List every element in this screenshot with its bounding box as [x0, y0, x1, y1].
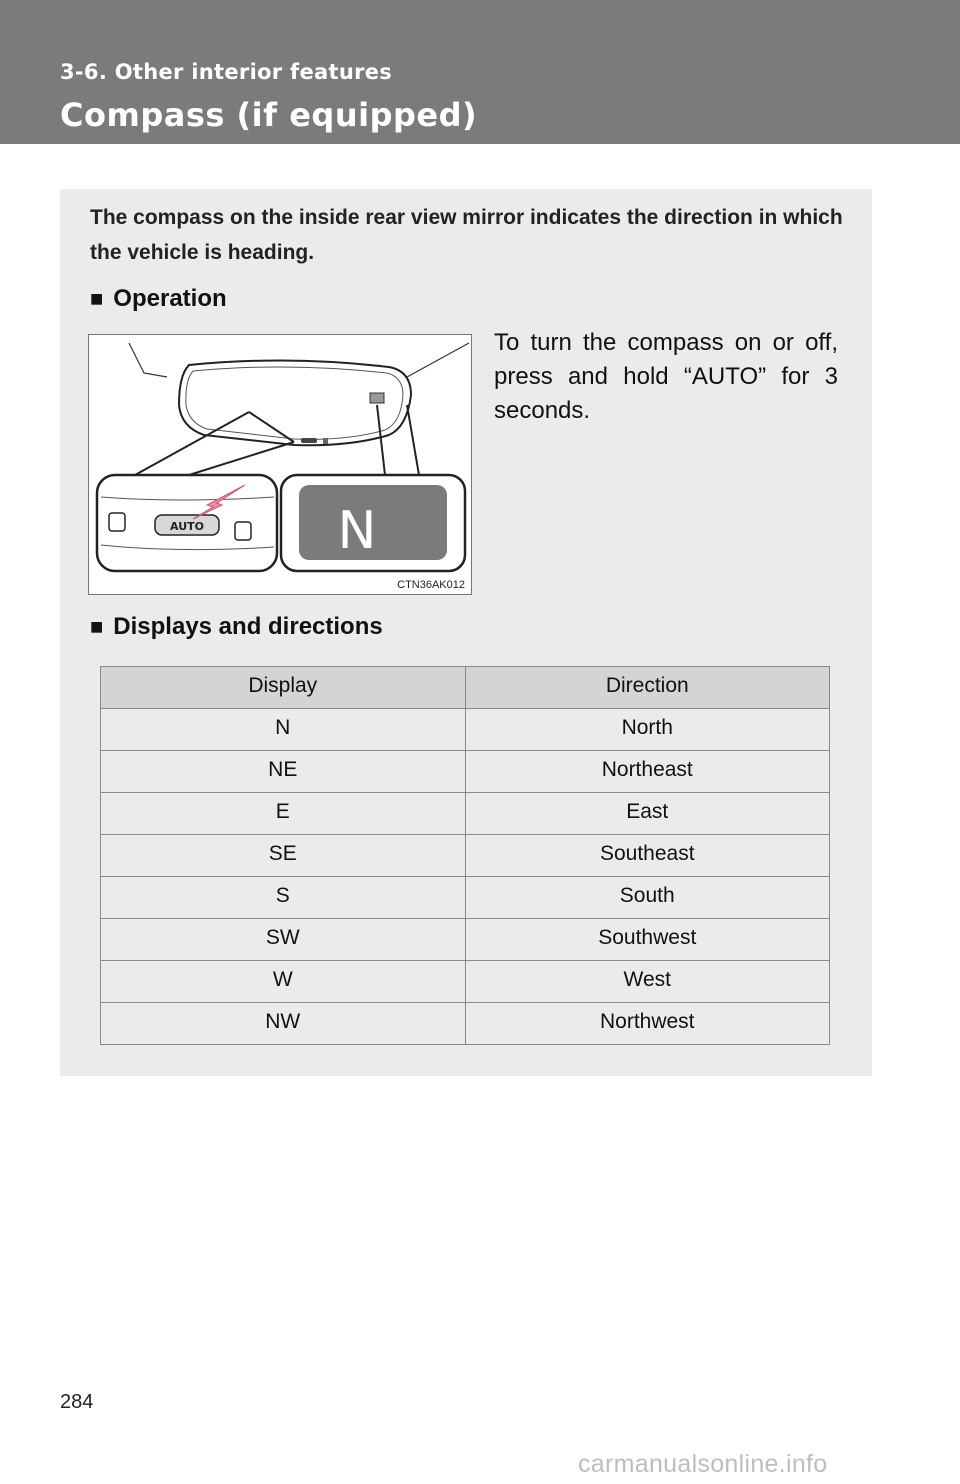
page-number: 284: [60, 1391, 94, 1413]
mirror-diagram: [89, 335, 473, 596]
table-row: [101, 793, 830, 835]
direction-cell: Northeast: [465, 751, 830, 793]
mirror-display-window: [370, 393, 384, 403]
direction-cell: East: [465, 793, 830, 835]
display-cell: NW: [101, 1003, 466, 1045]
operation-text: To turn the compass on or off, press and hold “AUTO” for 3 seconds.: [494, 329, 838, 424]
display-cell: W: [101, 961, 466, 1003]
displays-heading: [90, 613, 383, 641]
table-header-row: [101, 667, 830, 709]
table-row: [101, 751, 830, 793]
auto-button-label: AUTO: [170, 520, 204, 533]
display-cell: S: [101, 877, 466, 919]
column-header-display: Display: [101, 667, 466, 709]
square-bullet-icon: ■: [90, 286, 104, 311]
display-cell: N: [101, 709, 466, 751]
figure-code: CTN36AK012: [397, 579, 465, 591]
direction-cell: Southeast: [465, 835, 830, 877]
watermark: carmanualsonline.info: [578, 1450, 828, 1478]
table-row: [101, 961, 830, 1003]
section-label: 3-6. Other interior features: [60, 60, 393, 84]
table-row: [101, 835, 830, 877]
direction-cell: North: [465, 709, 830, 751]
table-row: [101, 919, 830, 961]
operation-heading-text: Operation: [113, 285, 227, 312]
table-row: [101, 877, 830, 919]
page-header: [0, 0, 960, 144]
display-cell: SW: [101, 919, 466, 961]
page-title: Compass (if equipped): [60, 96, 478, 134]
display-cell: SE: [101, 835, 466, 877]
direction-cell: South: [465, 877, 830, 919]
table-row: [101, 1003, 830, 1045]
column-header-direction: Direction: [465, 667, 830, 709]
display-glyph: N: [337, 501, 377, 561]
direction-cell: West: [465, 961, 830, 1003]
table-row: [101, 709, 830, 751]
direction-cell: Southwest: [465, 919, 830, 961]
intro-text: The compass on the inside rear view mirror indicates the direction in which the vehicle is heading.: [90, 206, 843, 264]
displays-heading-text: Displays and directions: [113, 613, 383, 640]
display-cell: E: [101, 793, 466, 835]
directions-table: [100, 666, 830, 1045]
square-bullet-icon: ■: [90, 614, 104, 639]
mirror-illustration: [88, 334, 472, 595]
direction-cell: Northwest: [465, 1003, 830, 1045]
display-cell: NE: [101, 751, 466, 793]
operation-heading: [90, 285, 227, 313]
